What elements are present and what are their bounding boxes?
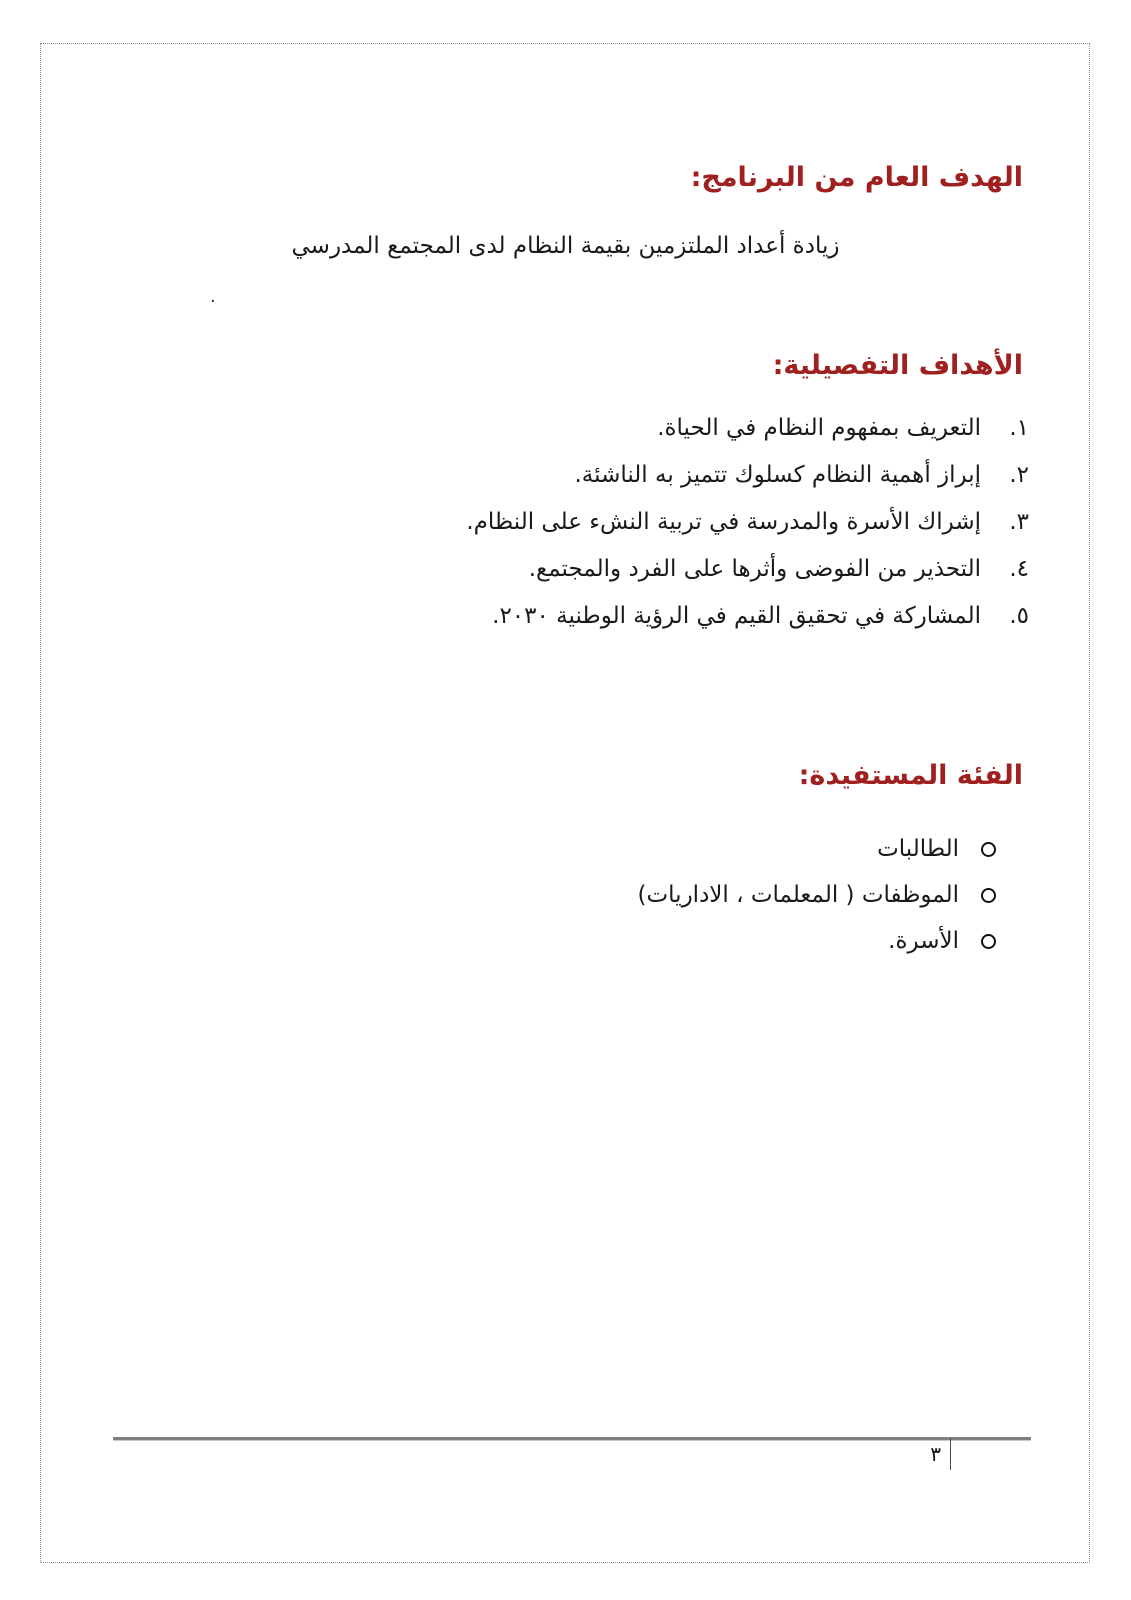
- objective-list-item: [120, 506, 1029, 553]
- beneficiary-text: الطالبات: [877, 836, 959, 862]
- objective-list-item: [120, 553, 1029, 600]
- page-number: ٣: [930, 1438, 951, 1470]
- objective-list-item: [120, 600, 1029, 647]
- heading-detailed-objectives: الأهداف التفصيلية:: [772, 350, 1023, 381]
- heading-general-goal: الهدف العام من البرنامج:: [690, 162, 1023, 193]
- footer-divider-line: [113, 1437, 1031, 1441]
- stray-period-mark: .: [210, 286, 216, 307]
- objective-text: التحذير من الفوضى وأثرها على الفرد والمجتمع.: [528, 556, 981, 582]
- objective-text: إبراز أهمية النظام كسلوك تتميز به الناشئة.: [574, 462, 981, 488]
- objective-text: إشراك الأسرة والمدرسة في تربية النشء على النظام.: [466, 509, 981, 535]
- objective-text: التعريف بمفهوم النظام في الحياة.: [657, 415, 981, 441]
- beneficiary-text: الموظفات ( المعلمات ، الاداريات): [637, 882, 959, 908]
- objective-list-item: [120, 459, 1029, 506]
- objective-number: ٢.: [1009, 462, 1029, 488]
- beneficiary-text: الأسرة.: [888, 928, 959, 954]
- page-dotted-border: [40, 43, 1090, 1563]
- objective-number: ٤.: [1009, 556, 1029, 582]
- general-goal-text: زيادة أعداد الملتزمين بقيمة النظام لدى المجتمع المدرسي: [291, 233, 840, 259]
- beneficiaries-bullet-list: [120, 826, 996, 964]
- heading-beneficiary-group: الفئة المستفيدة:: [798, 760, 1023, 791]
- beneficiary-list-item: [120, 826, 996, 872]
- objective-number: ٣.: [1009, 509, 1029, 535]
- objective-text: المشاركة في تحقيق القيم في الرؤية الوطنية ٢٠٣٠.: [492, 603, 981, 629]
- beneficiary-list-item: [120, 872, 996, 918]
- beneficiary-list-item: [120, 918, 996, 964]
- objective-list-item: [120, 412, 1029, 459]
- objectives-numbered-list: [120, 412, 1029, 647]
- circle-bullet-icon: [981, 842, 996, 857]
- circle-bullet-icon: [981, 888, 996, 903]
- objective-number: ١.: [1009, 415, 1029, 441]
- objective-number: ٥.: [1009, 603, 1029, 629]
- circle-bullet-icon: [981, 934, 996, 949]
